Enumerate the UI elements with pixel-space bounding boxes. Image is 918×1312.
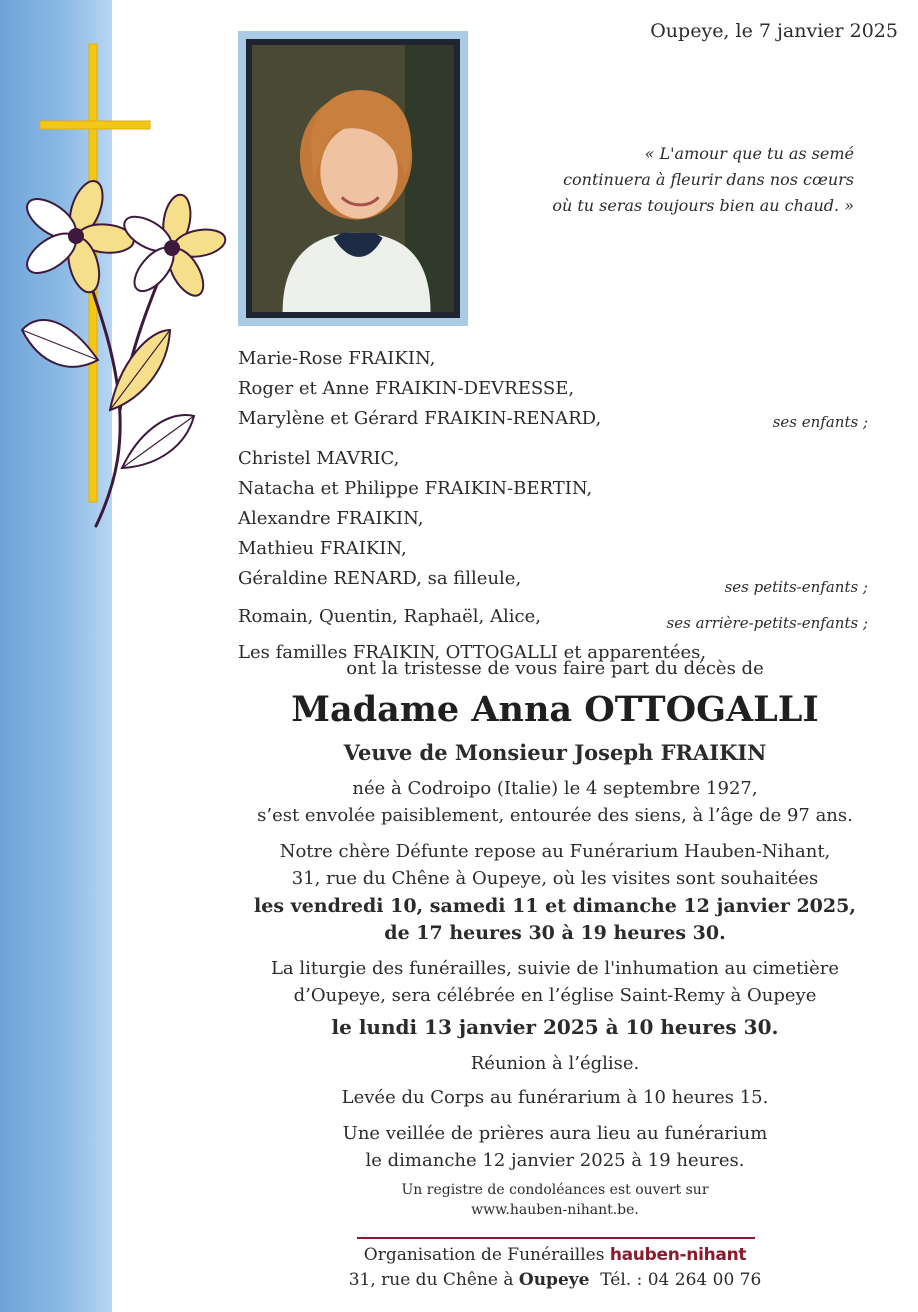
address-town: Oupeye: [518, 1270, 590, 1290]
children-role: ses enfants ;: [772, 413, 868, 431]
meeting-line: Réunion à l’église.: [470, 1053, 640, 1074]
place-date: Oupeye, le 7 janvier 2025: [650, 20, 898, 42]
epitaph-quote: [494, 141, 854, 219]
visitation-hours: de 17 heures 30 à 19 heures 30.: [384, 922, 726, 944]
family-member: Natacha et Philippe FRAIKIN-BERTIN,: [238, 478, 593, 499]
registry-line-1: Un registre de condoléances est ouvert sur: [401, 1182, 709, 1198]
children-group: [238, 344, 878, 434]
organizer-prefix: Organisation de Funérailles: [363, 1245, 605, 1265]
portrait-photo: [252, 45, 454, 312]
family-member: Alexandre FRAIKIN,: [238, 508, 424, 529]
family-list: [238, 344, 878, 668]
vigil-line-2: le dimanche 12 janvier 2025 à 19 heures.: [365, 1150, 745, 1171]
funeral-line-1: La liturgie des funérailles, suivie de l'inhumation au cimetière: [270, 958, 840, 979]
brand-logo: hauben-nihant: [609, 1245, 747, 1265]
great-grandchildren-role: ses arrière-petits-enfants ;: [666, 614, 868, 632]
intro-line: ont la tristesse de vous faire part du décès de: [346, 658, 764, 679]
family-member: Romain, Quentin, Raphaël, Alice,: [238, 606, 541, 627]
visitation-days: les vendredi 10, samedi 11 et dimanche 12 janvier 2025,: [254, 895, 856, 917]
quote-line: « L'amour que tu as semé: [644, 144, 854, 163]
grandchildren-group: [238, 444, 878, 594]
great-grandchildren-group: [238, 602, 878, 632]
portrait-frame: [238, 31, 468, 326]
family-member: Mathieu FRAIKIN,: [238, 538, 407, 559]
funeral-line-2: d’Oupeye, sera célébrée en l’église Saint-Remy à Oupeye: [293, 985, 817, 1006]
widow-line: Veuve de Monsieur Joseph FRAIKIN: [343, 740, 767, 765]
cross-and-flowers-icon: [0, 30, 240, 550]
families-line: Les familles FRAIKIN, OTTOGALLI et apparentées,: [238, 642, 707, 663]
footer-divider: [357, 1237, 755, 1239]
grandchildren-role: ses petits-enfants ;: [724, 578, 868, 596]
address-line: [200, 1270, 910, 1290]
vigil-line-1: Une veillée de prières aura lieu au funérarium: [342, 1123, 768, 1144]
passing-line: s’est envolée paisiblement, entourée des siens, à l’âge de 97 ans.: [257, 805, 853, 826]
funeral-date: le lundi 13 janvier 2025 à 10 heures 30.: [331, 1015, 779, 1039]
levee-line: Levée du Corps au funérarium à 10 heures 15.: [341, 1087, 769, 1108]
quote-line: où tu seras toujours bien au chaud. »: [552, 196, 854, 215]
family-member: Marie-Rose FRAIKIN,: [238, 348, 436, 369]
organizer-line: [200, 1245, 910, 1265]
deceased-name: Madame Anna OTTOGALLI: [291, 689, 819, 730]
visitation-line-1: Notre chère Défunte repose au Funérarium Hauben-Nihant,: [279, 841, 831, 862]
registry-link[interactable]: www.hauben-nihant.be.: [471, 1202, 639, 1218]
family-member: Roger et Anne FRAIKIN-DEVRESSE,: [238, 378, 575, 399]
family-member: Christel MAVRIC,: [238, 448, 400, 469]
family-member: Marylène et Gérard FRAIKIN-RENARD,: [238, 408, 602, 429]
address-prefix: 31, rue du Chêne à: [348, 1270, 514, 1290]
visitation-line-2: 31, rue du Chêne à Oupeye, où les visites sont souhaitées: [291, 868, 819, 889]
quote-line: continuera à fleurir dans nos cœurs: [563, 170, 854, 189]
phone-number: Tél. : 04 264 00 76: [600, 1270, 762, 1290]
family-member: Géraldine RENARD, sa filleule,: [238, 568, 522, 589]
birth-line: née à Codroipo (Italie) le 4 septembre 1927,: [352, 778, 758, 799]
